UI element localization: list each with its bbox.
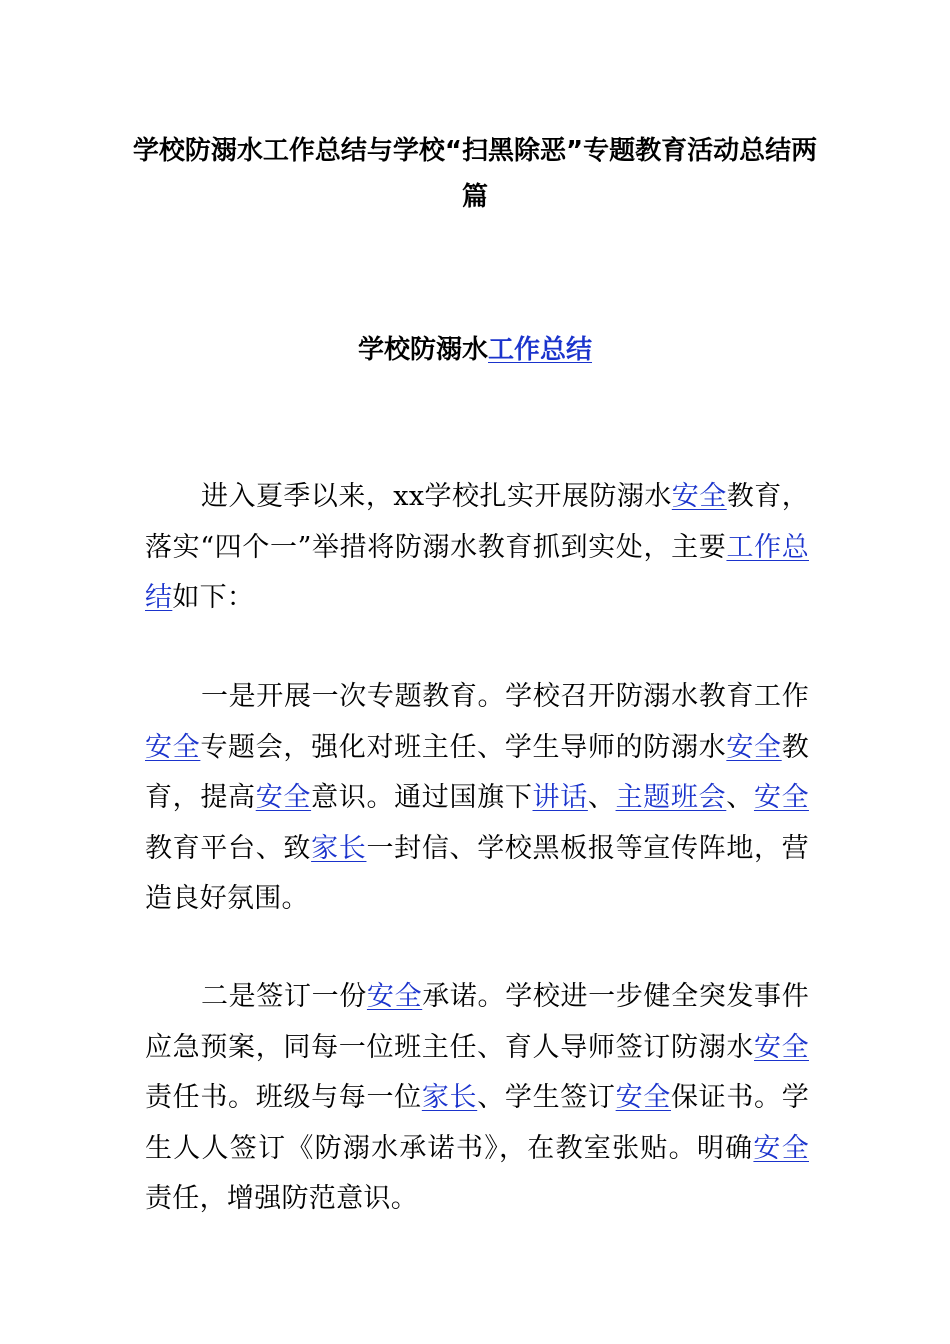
inline-link[interactable]: 安全 [671,481,727,512]
inline-link[interactable]: 安全 [753,1132,809,1164]
inline-link[interactable]: 家长 [421,1082,478,1113]
paragraph-text: 责任书。班级与每一位 [145,1082,422,1113]
inline-link[interactable]: 讲话 [532,782,588,813]
paragraph-text: 、 [587,782,616,813]
inline-link[interactable]: 安全 [255,782,312,813]
paragraph-text: 意识。通过国旗下 [311,782,533,813]
paragraph-text: 、 [726,782,754,813]
paragraph-text: 进入夏季以来，xx学校扎实开展防溺水 [201,481,672,512]
paragraph-first-measure [145,672,809,925]
inline-link[interactable]: 家长 [311,832,367,864]
paragraph-text: 如下： [172,582,255,613]
document-title: 学校防溺水工作总结与学校“扫黑除恶”专题教育活动总结两篇 [132,136,818,212]
inline-link[interactable]: 安全 [615,1082,671,1113]
paragraph-text: 专题会，强化对班主任、学生导师的防溺水 [200,731,727,763]
inline-link[interactable]: 主题班会 [615,782,727,813]
paragraph-text: 、学生签订 [477,1082,616,1113]
inline-link[interactable]: 安全 [366,981,423,1012]
section-title-text: 学校防溺水 [357,335,488,365]
inline-link[interactable]: 安全 [754,1031,809,1063]
inline-link[interactable]: 安全 [726,731,782,763]
paragraph-text: 一是开展一次专题教育。学校召开防溺水教育工作 [201,681,809,712]
inline-link[interactable]: 安全 [753,782,809,813]
paragraph-text: 教育，提高 [145,731,810,813]
paragraph-text: 教育平台、致 [145,832,312,864]
paragraph-intro [145,472,809,624]
inline-link[interactable]: 工作总结 [145,531,809,613]
paragraph-text: 教育，落实“四个一”举措将防溺水教育抓到实处，主要 [145,481,809,563]
inline-link[interactable]: 安全 [145,731,201,763]
section-title [120,327,830,373]
paragraph-text: 承诺。学校进一步健全突发事件应急预案，同每一位班主任、育人导师签订防溺水 [145,981,809,1063]
paragraph-text: 保证书。学生人人签订《防溺水承诺书》，在教室张贴。明确 [145,1082,810,1164]
paragraph-text: 一封信、学校黑板报等宣传阵地，营造良好氛围。 [145,832,809,914]
paragraph-text: 责任，增强防范意识。 [145,1183,418,1214]
paragraph-text: 二是签订一份 [201,981,367,1012]
paragraph-second-measure [145,972,809,1225]
section-title-link[interactable]: 工作总结 [488,335,593,365]
